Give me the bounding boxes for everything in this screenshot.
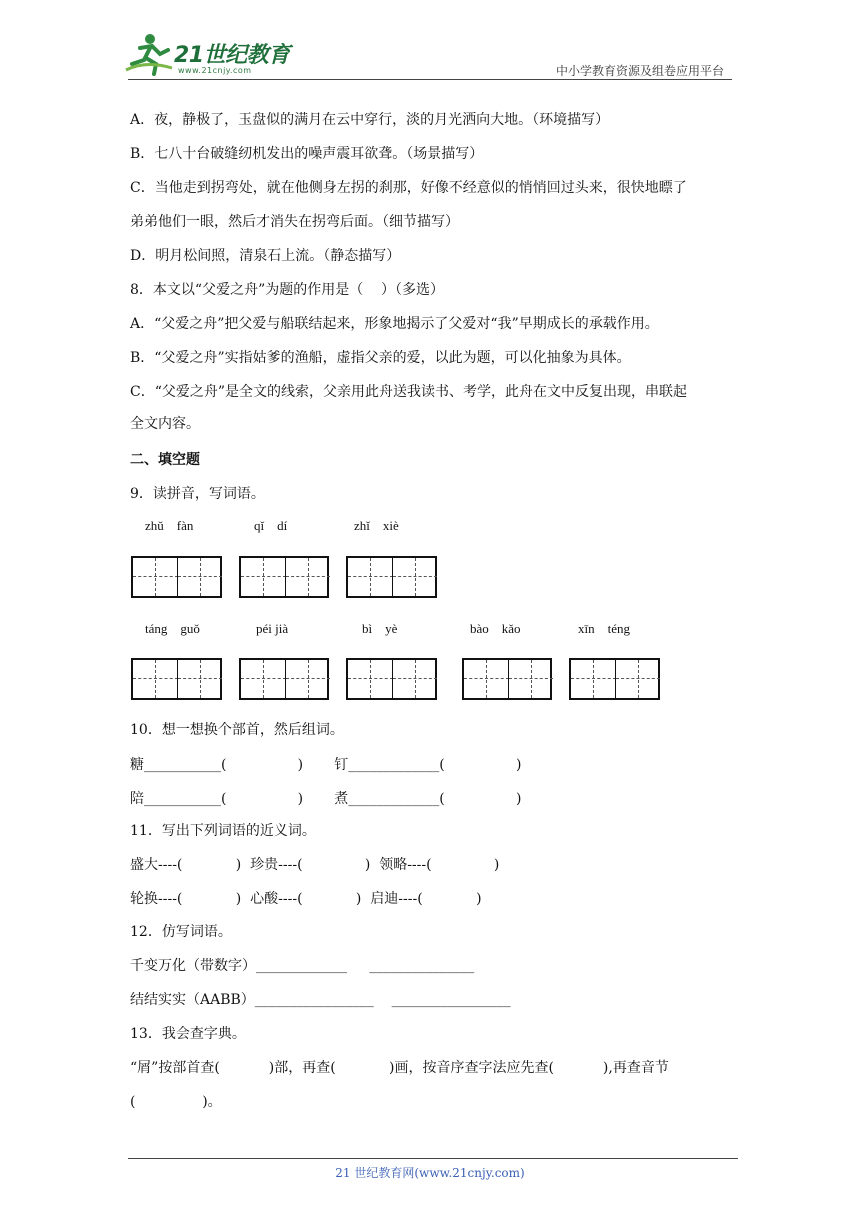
- q8-option-c-line1: C．“父爱之舟”是全文的线索，父亲用此舟送我读书、考学，此舟在文中反复出现，串联起: [130, 384, 688, 400]
- writing-box[interactable]: [131, 556, 222, 598]
- q13-row1: “屑”按部首查( )部，再查( )画，按音序查字法应先查( ),再查音节: [130, 1060, 669, 1076]
- q8-option-c-line2: 全文内容。: [130, 416, 200, 432]
- logo-text: 21世纪教育: [174, 43, 290, 68]
- q12-stem: 12．仿写词语。: [130, 924, 232, 940]
- q12-row2: 结结实实（AABB）_________________ _________________: [130, 992, 511, 1008]
- q7-option-b: B．七八十台破缝纫机发出的噪声震耳欲聋。（场景描写）: [130, 146, 484, 162]
- pinyin-label: bì yè: [362, 621, 398, 636]
- q10-stem: 10．想一想换个部首，然后组词。: [130, 722, 344, 738]
- pinyin-label: bào kǎo: [470, 621, 521, 636]
- pinyin-label: zhǐ xiè: [354, 518, 399, 533]
- section-fill-in-title: 二、填空题: [130, 452, 200, 468]
- q7-option-a: A．夜，静极了，玉盘似的满月在云中穿行，淡的月光洒向大地。（环境描写）: [130, 112, 610, 128]
- q10-row2: 陪___________( ) 煮_____________( ): [130, 791, 522, 807]
- footer-text: 21 世纪教育网(www.21cnjy.com): [335, 1166, 525, 1180]
- q10-row1: 糖___________( ) 钉_____________( ): [130, 757, 522, 773]
- writing-box[interactable]: [239, 556, 329, 598]
- platform-title: 中小学教育资源及组卷应用平台: [555, 64, 724, 78]
- footer-divider: [128, 1158, 738, 1159]
- q7-option-d: D．明月松间照，清泉石上流。（静态描写）: [130, 248, 401, 264]
- header-divider: [128, 79, 732, 80]
- q12-row1: 千变万化（带数字）_____________ _______________: [130, 958, 475, 974]
- q8-stem: 8．本文以“父爱之舟”为题的作用是（ ）（多选）: [130, 282, 445, 298]
- q13-stem: 13．我会查字典。: [130, 1026, 246, 1042]
- q9-stem: 9．读拼音，写词语。: [130, 486, 265, 502]
- site-logo: [122, 30, 292, 80]
- pinyin-label: xīn téng: [578, 621, 630, 636]
- pinyin-label: zhǔ fàn: [145, 518, 194, 533]
- runner-logo-icon: [122, 30, 176, 76]
- q7-option-c-line2: 弟弟他们一眼，然后才消失在拐弯后面。（细节描写）: [130, 214, 459, 230]
- logo-url: www.21cnjy.com: [178, 66, 252, 75]
- q11-stem: 11．写出下列词语的近义词。: [130, 823, 316, 839]
- q8-option-a: A．“父爱之舟”把父爱与船联结起来，形象地揭示了父爱对“我”早期成长的承载作用。: [130, 316, 659, 332]
- pinyin-label: péi jià: [256, 621, 289, 636]
- writing-box[interactable]: [131, 658, 222, 700]
- writing-box[interactable]: [569, 658, 660, 700]
- pinyin-label: táng guǒ: [145, 621, 200, 636]
- q13-row2: ( )。: [130, 1094, 222, 1110]
- q11-row2: 轮换----( ) 心酸----( ) 启迪----( ): [130, 891, 482, 907]
- q8-option-b: B．“父爱之舟”实指姑爹的渔船，虚指父亲的爱，以此为题，可以化抽象为具体。: [130, 350, 631, 366]
- pinyin-label: qǐ dí: [254, 518, 288, 533]
- q7-option-c-line1: C．当他走到拐弯处，就在他侧身左拐的刹那，好像不经意似的悄悄回过头来，很快地瞟了: [130, 180, 687, 196]
- writing-box[interactable]: [239, 658, 329, 700]
- writing-box[interactable]: [462, 658, 552, 700]
- writing-box[interactable]: [346, 658, 437, 700]
- q11-row1: 盛大----( ) 珍贵----( ) 领略----( ): [130, 857, 500, 873]
- writing-box[interactable]: [346, 556, 437, 598]
